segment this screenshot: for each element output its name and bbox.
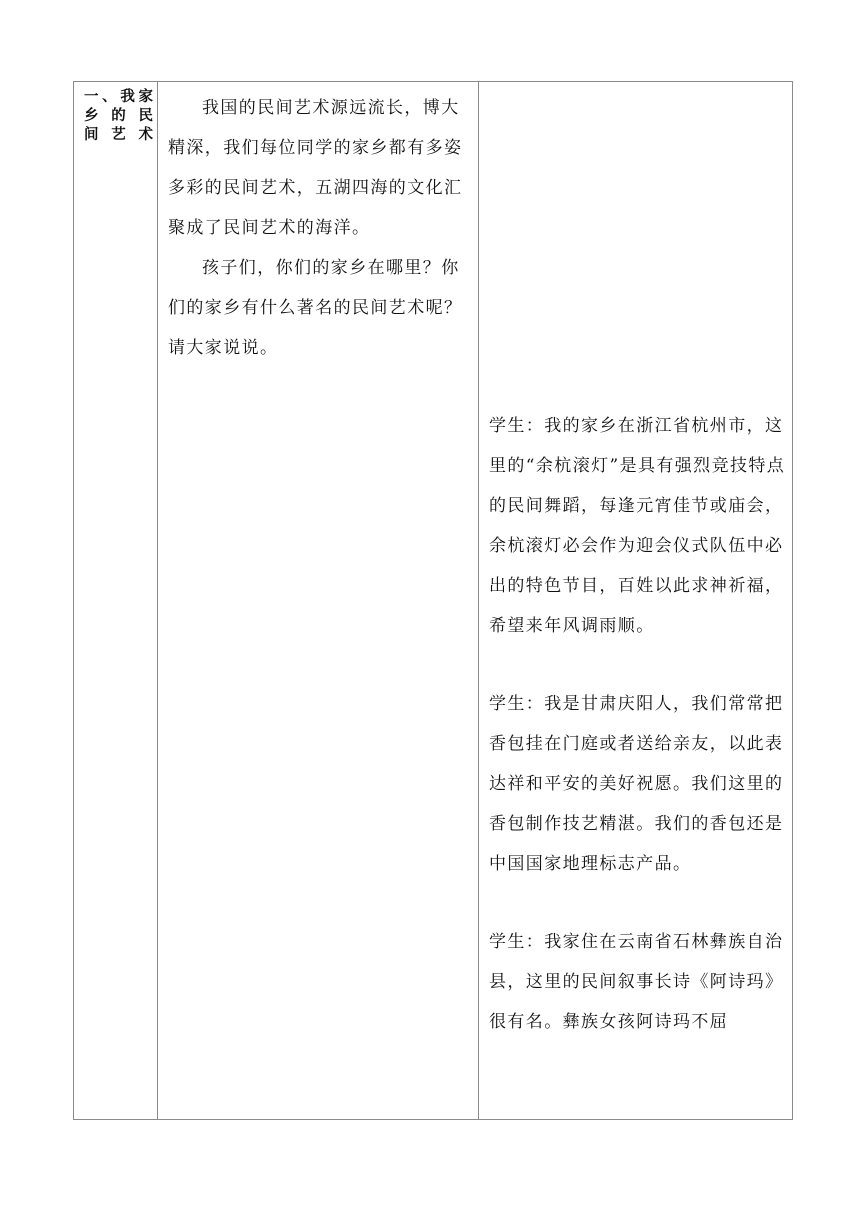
student-answer: 学生：我是甘肃庆阳人，我们常常把香包挂在门庭或者送给亲友，以此表达祥和平安的美好祝愿。我们这里的香包制作技艺精湛。我们的香包还是中国国家地理标志产品。 [489, 694, 784, 874]
teacher-text [158, 82, 478, 368]
section-title-line: 间艺术 [84, 127, 153, 143]
student-activity-cell [479, 82, 793, 1120]
section-title [84, 88, 153, 145]
lesson-table [73, 81, 793, 1120]
table-row [74, 82, 793, 1120]
student-text [479, 82, 792, 1042]
teacher-paragraph: 孩子们，你们的家乡在哪里？你们的家乡有什么著名的民间艺术呢？请大家说说。 [168, 258, 463, 358]
teacher-paragraph: 我国的民间艺术源远流长，博大精深，我们每位同学的家乡都有多姿多彩的民间艺术，五湖四海的文化汇聚成了民间艺术的海洋。 [168, 98, 463, 238]
teacher-activity-cell [158, 82, 479, 1120]
student-answer: 学生：我的家乡在浙江省杭州市，这里的“余杭滚灯”是具有强烈竞技特点的民间舞蹈，每逢元宵佳节或庙会，余杭滚灯必会作为迎会仪式队伍中必出的特色节目，百姓以此求神祈福，希望来年风调雨顺。 [489, 416, 786, 636]
student-answer: 学生：我家住在云南省石林彝族自治县，这里的民间叙事长诗《阿诗玛》很有名。彝族女孩阿诗玛不屈 [489, 932, 784, 1032]
section-title-line: 乡的民 [84, 108, 153, 124]
section-cell [74, 82, 158, 1120]
section-title-line: 一、我家 [84, 89, 153, 105]
